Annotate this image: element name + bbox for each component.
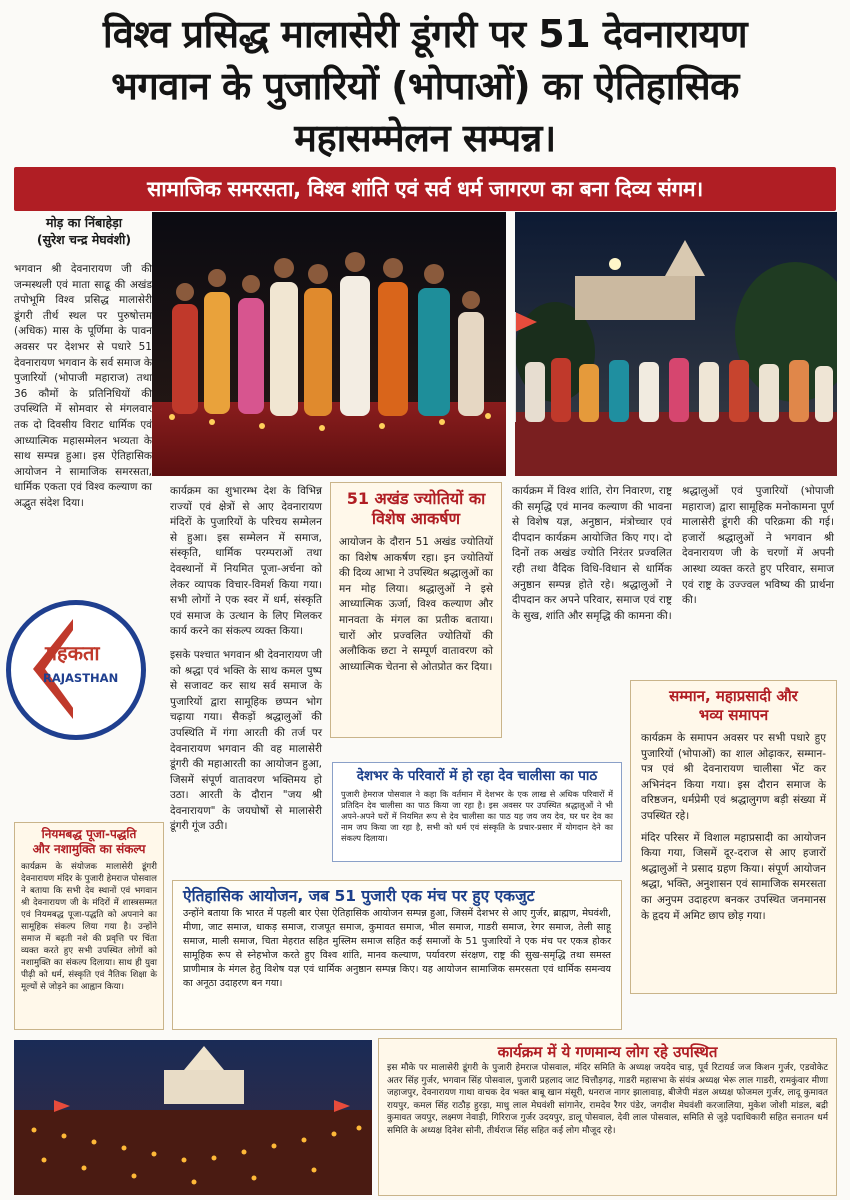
jyoti-body: आयोजन के दौरान 51 अखंड ज्योतियों का विशेष आकर्षण रहा। इन ज्योतियों की दिव्य आभा ने उपस्थित श्रद्धालुओं का मन मोह लिया। श्रद्धालुओं ने इसे आध्यात्मिक ऊर्जा, विश्व कल्याण और मानवता के मंगल का प्रतीक बताया। चारों ओर प्रज्वलित ज्योतियों की अलौकिक छटा ने सम्पूर्ण वातावरण को आध्यात्मिक चेतना से ओतप्रोत कर दिया। — [339, 536, 493, 673]
temple-lamps-photo — [14, 1040, 372, 1195]
niyam-title-line-1: नियमबद्ध पूजा-पद्धति — [41, 827, 137, 841]
headline — [14, 8, 836, 168]
samman-title-line-2: भव्य समापन — [698, 706, 769, 724]
column-2-paragraph-1: कार्यक्रम का शुभारम्भ देश के विभिन्न राज्यों एवं क्षेत्रों से आए देवनारायण मंदिरों के पुजारियों के परिचय सम्मेलन से हुआ। इस सम्मेलन में समाज, संस्कृति, धार्मिक परम्पराओं तथा देवस्थानों में नियमित पूजा-अर्चना को लेकर व्यापक विचार-विमर्श किया गया। सभी लोगों ने एक स्वर में धर्म, संस्कृति एवं समाज के उत्थान के लिए मिलकर कार्य करने का संकल्प व्यक्त किया। — [170, 485, 322, 638]
intro-paragraph: भगवान श्री देवनारायण जी की जन्मस्थली एवं माता साढू की अखंड तपोभूमि विश्व प्रसिद्ध मालासेरी डूंगरी तीर्थ स्थल पर पुरुषोत्तम (अधिक) मास के पूर्णिमा के पावन अवसर पर देशभर से पधारे 51 देवनारायण भगवान के सर्व समाज के पुजारियों (भोपाजी महाराज) तथा 36 कौमों के प्रतिनिधियों की उपस्थिति में सोमवार से मंगलवार तक दो दिवसीय विराट धार्मिक एवं आध्यात्मिक महासम्मेलन भव्यता के साथ सम्पन्न हुआ। इस ऐतिहासिक आयोजन ने सामाजिक समरसता, धार्मिक एकता एवं विश्व कल्याण का अद्भुत संदेश दिया। — [14, 263, 152, 509]
samman-paragraph-1: कार्यक्रम के समापन अवसर पर सभी पधारे हुए पुजारियों (भोपाओं) का शाल ओढ़ाकर, सम्मान-पत्र एवं श्री देवनारायण चालीसा भेंट कर अभिनंदन किया गया। इस दौरान समाज के वरिष्ठजन, धर्मप्रेमी एवं श्रद्धालुगण बड़ी संख्या में उपस्थित रहे। — [641, 732, 826, 822]
column-4: कार्यक्रम में विश्व शांति, रोग निवारण, राष्ट्र की समृद्धि एवं मानव कल्याण की भावना से विशेष यज्ञ, अनुष्ठान, मंत्रोच्चार एवं दीपदान कार्यक्रम आयोजित किए गए। दो दिनों तक अखंड ज्योति निरंतर प्रज्वलित रही तथा वैदिक विधि-विधान से धार्मिक अनुष्ठान सम्पन्न होते रहे। श्रद्धालुओं ने दीपदान कर अपने परिवार, समाज एवं राष्ट्र के सुख, शांति और समृद्धि की कामना की। — [512, 485, 672, 622]
niyam-body: कार्यक्रम के संयोजक मालासेरी डूंगरी देवनारायण मंदिर के पुजारी हेमराज पोसवाल ने बताया कि सभी देव स्थानों एवं भगवान श्री देवनारायण जी के मंदिरों में शास्त्रसम्मत एवं नियमबद्ध पूजा-पद्धति को अपनाने का सामूहिक संकल्प लिया गया है। उन्होंने समाज में बढ़ती नशे की प्रवृत्ति पर चिंता व्यक्त करते हुए सभी उपस्थित लोगों को नशामुक्ति का संकल्प दिलाया। साथ ही युवा पीढ़ी को धर्म, संस्कृति एवं नैतिक शिक्षा के मूल्यों से जोड़ने का आह्वान किया। — [21, 862, 157, 992]
byline-place: मोड़ का निंबाहेड़ा — [45, 215, 123, 230]
jyoti-box — [330, 482, 502, 738]
chalisa-body: पुजारी हेमराज पोसवाल ने कहा कि वर्तमान में देशभर के एक लाख से अधिक परिवारों में प्रतिदिन देव चालीसा का पाठ किया जा रहा है। इस अवसर पर उपस्थित श्रद्धालुओं ने भी अपने-अपने घरों में नियमित रूप से देव चालीसा का पाठ यह जय जय देव, घर घर देव का नाम जप किया जा रहा है, सभी को धर्म एवं संस्कृति के प्रचार-प्रसार में योगदान देने का संकल्प दिलाया। — [341, 789, 613, 843]
headline-line-2: भगवान के पुजारियों (भोपाओं) का ऐतिहासिक — [111, 64, 739, 108]
samman-title-line-1: सम्मान, महाप्रसादी और — [669, 687, 798, 705]
samman-box — [630, 680, 837, 994]
parikrama-photo — [515, 212, 837, 476]
byline-reporter: (सुरेश चन्द्र मेघवंशी) — [36, 232, 132, 247]
stage-photo — [152, 212, 506, 476]
aitihasik-body: उन्होंने बताया कि भारत में पहली बार ऐसा ऐतिहासिक आयोजन सम्पन्न हुआ, जिसमें देशभर से आए गुर्जर, ब्राह्मण, मेघवंशी, मीणा, जाट समाज, धाकड़ समाज, राजपूत समाज, कुमावत समाज, भील समाज, गाडरी समाज, रेगर समाज, तेली साहू समाज, माली समाज, चिता मेहरात सहित मुस्लिम समाज सहित कई समाजों के 51 पुजारियों ने एक मंच पर एकत्र होकर सामूहिक रूप से स्नेहभोज करते हुए विश्व शांति, मानव कल्याण, पर्यावरण संरक्षण, राष्ट्र की सुख-समृद्धि तथा समस्त प्राणीमात्र के मंगल हेतु विशेष यज्ञ एवं धार्मिक अनुष्ठान सम्पन्न किए। यह आयोजन सामाजिक समरसता एवं धार्मिक समन्वय का अनूठा उदाहरण बन गया। — [183, 908, 611, 989]
guests-box — [378, 1038, 837, 1196]
niyam-title-line-2: और नशामुक्ति का संकल्प — [32, 842, 146, 856]
chalisa-box — [332, 762, 622, 862]
byline — [14, 214, 154, 248]
headline-line-1: विश्व प्रसिद्ध मालासेरी डूंगरी पर 51 देवनारायण — [102, 12, 748, 56]
logo-line-1: महकता — [45, 641, 100, 665]
subheadline-banner: सामाजिक समरसता, विश्व शांति एवं सर्व धर्म जागरण का बना दिव्य संगम। — [14, 167, 836, 211]
column-5: श्रद्धालुओं एवं पुजारियों (भोपाजी महाराज) द्वारा सामूहिक मनोकामना पूर्ण मालासेरी डूंगरी की परिक्रमा की गई। हजारों श्रद्धालुओं ने भगवान श्री देवनारायण जी के चरणों में अपनी आस्था व्यक्त करते हुए परिवार, समाज एवं राष्ट्र के उज्ज्वल भविष्य की प्रार्थना की। — [682, 485, 834, 607]
guests-title: कार्यक्रम में ये गणमान्य लोग रहे उपस्थित — [497, 1043, 718, 1061]
column-2 — [170, 484, 322, 835]
headline-line-3: महासम्मेलन सम्पन्न। — [294, 116, 556, 160]
chalisa-title: देशभर के परिवारों में हो रहा देव चालीसा का पाठ — [356, 768, 598, 784]
guests-body: इस मौके पर मालासेरी डूंगरी के पुजारी हेमराज पोसवाल, मंदिर समिति के अध्यक्ष जयदेव चाड़, पूर्व रिटायर्ड जज किशन गुर्जर, एडवोकेट अतर सिंह गुर्जर, भगवान सिंह पोसवाल, पुजारी प्रहलाद जाट चित्तौड़गढ़, गाडरी महासभा के संयंत्र अध्यक्ष भेरू लाल गाडरी, रामकुंवार मीणा जहाजपुर, देवनारायण गाथा वाचक देव भक्त बाबू खान मंसूरी, धनराज नागर झालावाड़, बीजेपी मंडल अध्यक्ष फोजमल गुर्जर, लादू कुमावत रायपुर, कमल सिंह राठौड़ हुरड़ा, माधु लाल मेघवंशी सांगानेर, रामदेव रैगर पंडेर, जगदीश मेघवंशी करजालिया, मुकेश जोशी मांडल, बद्री कुमावत जयपुर, लक्ष्मण नेवाड़ी, गिरिराज गुर्जर उदयपुर, डालू पोसवाल, देवी लाल पोसवाल, समिति से जुड़े पदाधिकारी सहित सनातन धर्म समिति के अध्यक्ष दिनेश सोनी, तीर्थराज सिंह सहित कई लोग मौजूद रहे। — [387, 1063, 828, 1136]
niyam-box — [14, 822, 164, 1030]
samman-paragraph-2: मंदिर परिसर में विशाल महाप्रसादी का आयोजन किया गया, जिसमें दूर-दराज से आए हजारों श्रद्धालुओं ने प्रसाद ग्रहण किया। संपूर्ण आयोजन श्रद्धा, भक्ति, अनुशासन एवं सामाजिक समरसता का अनुपम उदाहरण बनकर उपस्थित जनमानस के हृदय में अमिट छाप छोड़ गया। — [641, 831, 826, 922]
column-2-paragraph-2: इसके पश्चात भगवान श्री देवनारायण जी को श्रद्धा एवं भक्ति के साथ कमल पुष्प से सजावट कर साथ सर्व समाज के पुजारियों द्वारा सामूहिक छप्पन भोग चढ़ाया गया। सैकड़ों श्रद्धालुओं की उपस्थिति में गंगा आरती की तर्ज पर देवनारायण भगवान की वह मालासेरी डूंगरी की महाआरती का आयोजन हुआ, जिसमें संपूर्ण वातावरण भक्तिमय हो उठा। आरती के दौरान "जय श्री देवनारायण" के जयघोषों से मालासेरी डूंगरी गूंज उठी। — [170, 648, 322, 833]
logo-line-2: RAJASTHAN — [43, 671, 119, 685]
mahakta-rajasthan-logo — [6, 600, 146, 740]
aitihasik-title: ऐतिहासिक आयोजन, जब 51 पुजारी एक मंच पर हुए एकजुट — [183, 887, 535, 905]
aitihasik-box — [172, 880, 622, 1030]
jyoti-title: 51 अखंड ज्योतियों का विशेष आकर्षण — [346, 489, 486, 528]
